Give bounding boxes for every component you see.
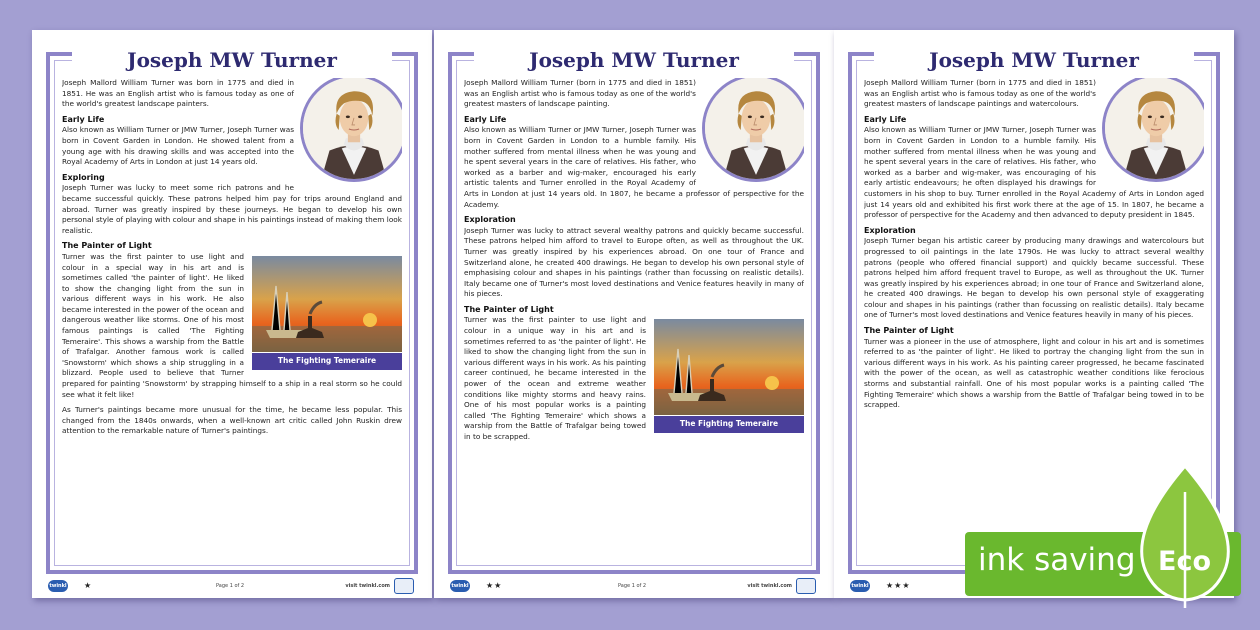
site-link[interactable]: visit twinkl.com: [747, 583, 792, 589]
painter-of-light-heading: The Painter of Light: [864, 326, 954, 336]
fighting-temeraire-painting: [654, 319, 804, 433]
page-title: Joseph MW Turner: [72, 44, 392, 76]
difficulty-stars: ★★★: [886, 581, 911, 590]
ink-saving-text: ink saving: [978, 542, 1136, 578]
eco-label: Eco: [1158, 546, 1211, 577]
exploring-heading: Exploring: [62, 172, 105, 182]
intro-text: Joseph Mallord William Turner was born in 1775 and died in 1851. He was an English artist who is famous today as one of the world's greatest landscape painters.: [62, 78, 294, 109]
early-life-heading: Early Life: [464, 114, 507, 124]
page-content: [62, 78, 402, 556]
page-number: Page 1 of 2: [618, 583, 647, 589]
difficulty-stars: ★★: [486, 581, 503, 590]
painter-of-light-heading: The Painter of Light: [464, 304, 554, 314]
turner-portrait: [702, 78, 804, 182]
site-link[interactable]: visit twinkl.com: [345, 583, 390, 589]
twinkl-logo: twinkl: [48, 580, 68, 592]
turner-portrait: [1102, 78, 1204, 182]
page-content: [464, 78, 804, 556]
exploration-text: Joseph Turner was lucky to attract several wealthy patrons and quickly became successful. These patrons helped him afford to travel to Europe often, as well as throughout the UK. Turner was greatly inspired by his experiences abroad. On one tour of France and Switzerland alone, he created 400 drawings. He began to develop his own personal style of emphasising colour and shapes in his paintings (rather than focussing on realistic details). Italy became one of Turner's most loved destinations and Venice features heavily in many of his pieces.: [464, 225, 804, 299]
turner-portrait: [300, 78, 402, 182]
difficulty-stars: ★: [84, 581, 93, 590]
exploring-text: Joseph Turner was lucky to meet some rich patrons and he became successful quickly. These patrons helped him pay for trips around England and abroad. Turner was greatly inspired by these journeys. He began to develop his own personal style of playing with colour and shape in his paintings instead of making them look realistic.: [62, 183, 402, 235]
worksheet-page-1: [32, 30, 432, 598]
exploration-heading: Exploration: [464, 215, 516, 225]
early-life-text: Also known as William Turner or JMW Turner, Joseph Turner was born in Covent Garden in London. He showed talent from a young age with his drawing skills and was accepted into the Royal Academy of Arts in London at just 14 years old.: [62, 125, 294, 167]
page-footer: [448, 580, 820, 596]
painter-of-light-text: Turner was the first painter to use light and colour in a unique way in his art and is sometimes referred to as 'the painter of light'. He liked to show the changing light from the sun in various different ways in his work. As his painting career continued, he became interested in the power of the ocean and extreme weather conditions like mighty storms and heavy rains. One of his most popular works is a painting called 'The Fighting Temeraire' which shows a warship from the Battle of Trafalgar being towed in to be scrapped.: [464, 315, 646, 441]
painting-caption: The Fighting Temeraire: [654, 416, 804, 433]
painter-of-light-text: Turner was the first painter to use light and colour in a special way in his art and is sometimes called 'the painter of light'. He liked to show the changing light from the sun in various different ways in his work. He also became interested in the power of the ocean and dangerous weather like storms. One of his most famous paintings is called 'The Fighting Temeraire'. This shows a warship from the Battle of Trafalgar. Another famous work is called 'Snowstorm' which shows a ship struggling in a blizzard. People used to believe that Turner prepared for painting 'Snowstorm' by strapping himself to a ship in a real storm so he could see what it felt like!: [62, 251, 402, 399]
painter-of-light-heading: The Painter of Light: [62, 241, 152, 251]
page-number: Page 1 of 2: [216, 583, 245, 589]
worksheet-page-2: [434, 30, 834, 598]
page-footer: [46, 580, 418, 596]
page-title: Joseph MW Turner: [474, 44, 794, 76]
fighting-temeraire-painting: [252, 256, 402, 370]
eco-leaf-icon: [1120, 462, 1250, 612]
twinkl-logo: twinkl: [450, 580, 470, 592]
painting-caption: The Fighting Temeraire: [252, 353, 402, 370]
exploration-text: Joseph Turner began his artistic career by producing many drawings and watercolours but progressed to oil paintings in the late 1790s. He was lucky to attract several wealthy patrons (people who offered financial support) and quickly became successful. These patrons helped him afford frequent travel to Europe, as well as throughout the UK. Turner was greatly inspired by his experiences abroad; in one tour of France and Switzerland alone, he created 400 drawings. He began to develop his own personal style of exaggerating colour and shapes in his paintings (rather than focussing on realistic details). Italy became one of Turner's most loved destinations and Venice features heavily in many of his pieces.: [864, 236, 1204, 320]
intro-text: Joseph Mallord William Turner (born in 1775 and died in 1851) was an English artist who is famous today as one of the world's greatest masters of landscape painting.: [464, 78, 696, 109]
early-life-heading: Early Life: [864, 114, 907, 124]
early-life-heading: Early Life: [62, 114, 105, 124]
twinkl-logo: twinkl: [850, 580, 870, 592]
quality-badge-icon: [796, 578, 816, 594]
quality-badge-icon: [394, 578, 414, 594]
closing-text: As Turner's paintings became more unusual for the time, he became less popular. This changed from the 1840s onwards, when a well-known art critic called John Ruskin drew attention to the remarkable nature of Turner's paintings.: [62, 405, 402, 436]
early-life-text: Also known as William Turner or JMW Turner, Joseph Turner was born in Covent Garden in London to a humble family. His mother suffered from mental illness when he was young and he spent several years in the care of relatives. His father, who worked as a barber and wig-maker, was encouraging of his early artistic endeavours; he often displayed his drawings for customers in his shop to buy. Turner enrolled in the Royal Academy of Arts in London aged just 14 years old and exhibited his first work there at the age of 15. In 1807, he became a professor of perspective for the Academy and then advanced to deputy president in 1845.: [864, 125, 1204, 220]
page-title: Joseph MW Turner: [874, 44, 1194, 76]
painter-of-light-text: Turner was a pioneer in the use of atmosphere, light and colour in his art and is sometimes referred to as 'the painter of light'. He liked to portray the changing light from the sun in various different ways in his work. As his painting career progressed, he became fascinated with the power of the ocean, as well as catastrophic weather conditions like ferocious storms and substantial rainfall. One of his most popular works is a painting called 'The Fighting Temeraire' which shows a warship from the Battle of Trafalgar being towed in to be scrapped.: [864, 336, 1204, 410]
early-life-text: Also known as William Turner or JMW Turner, Joseph Turner was born in Covent Garden in London to a humble family. His mother suffered from mental illness when he was young and he spent several years in the care of relatives. His father, who worked as a barber and wig-maker, encouraged his early artistic talents and Turner enrolled in the Royal Academy of Arts in London at just 14 years old. In 1807, he became a professor of perspective for the Academy.: [464, 125, 804, 209]
exploration-heading: Exploration: [864, 225, 916, 235]
intro-text: Joseph Mallord William Turner (born in 1775 and died in 1851) was an English artist who is famous today as one of the world's greatest masters of landscape paintings and watercolours.: [864, 78, 1096, 109]
